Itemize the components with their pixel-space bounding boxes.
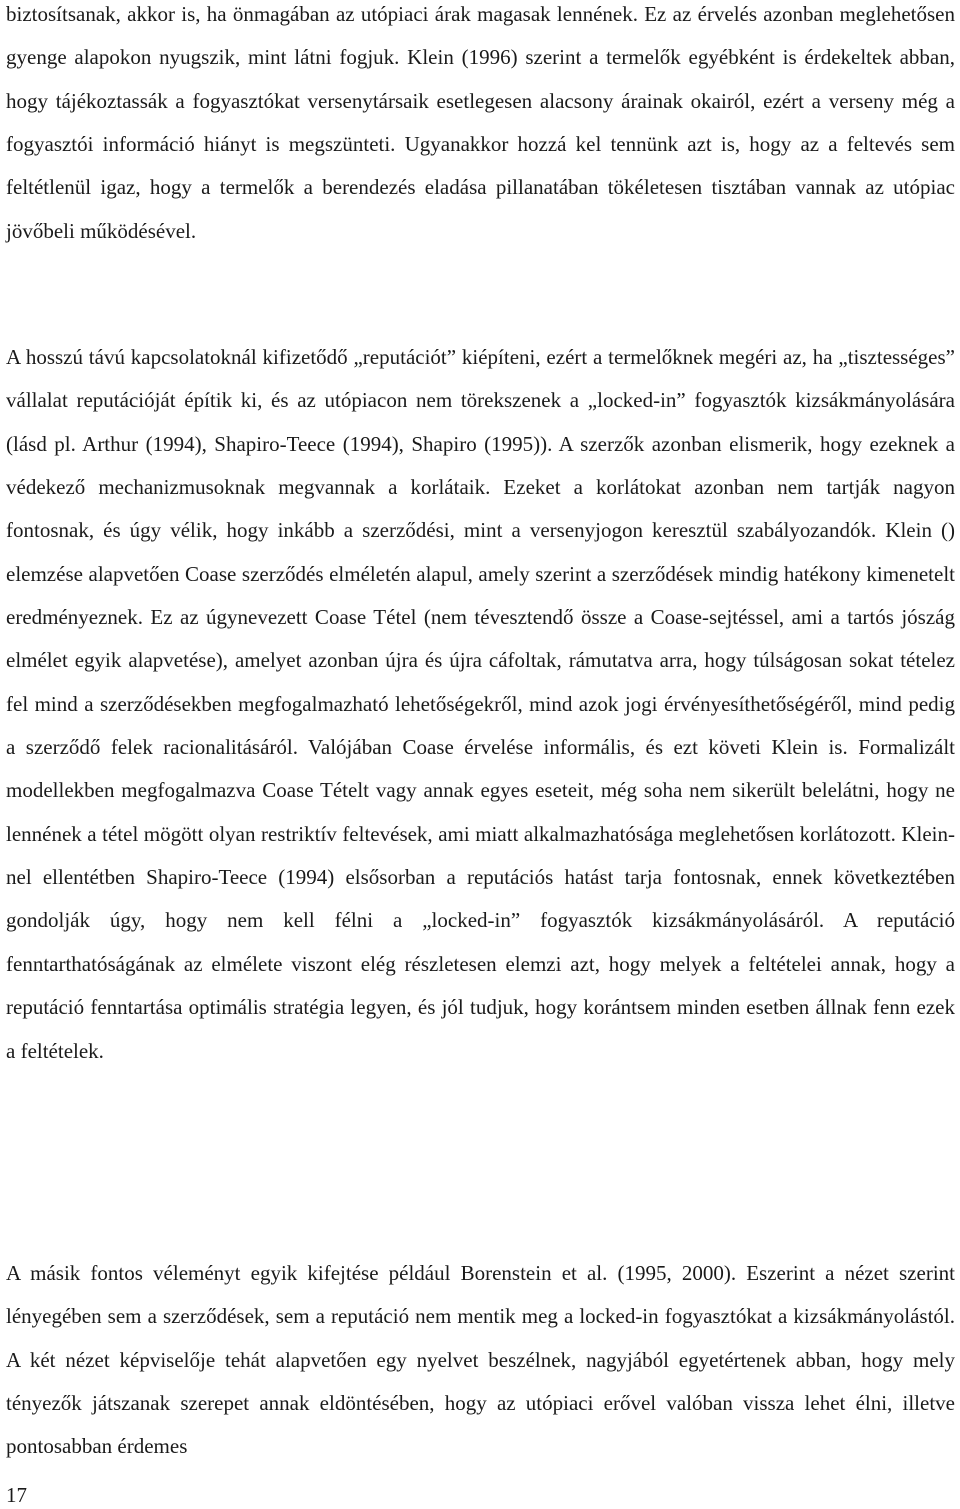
page-number: 17 [6, 1483, 27, 1507]
paragraph-2: A hosszú távú kapcsolatoknál kifizetődő „reputációt” kiépíteni, ezért a termelőknek megéri az, ha „tisztességes” vállalat reputációját építik ki, és az utópiacon nem törekszenek a „locked-in” fogyasztók kizsákmányolására (lásd pl. Arthur (1994), Shapiro-Teece (1994), Shapiro (1995)). A szerzők azonban elismerik, hogy ezeknek a védekező mechanizmusoknak megvannak a korlátaik. Ezeket a korlátokat azonban nem tartják nagyon fontosnak, és úgy vélik, hogy inkább a szerződési, mint a versenyjogon keresztül szabályozandók. Klein () elemzése alapvetően Coase szerződés elméletén alapul, amely szerint a szerződések mindig hatékony kimenetelt eredményeznek. Ez az úgynevezett Coase Tétel (nem tévesztendő össze a Coase-sejtéssel, ami a tartós jószág elmélet egyik alapvetése), amelyet azonban újra és újra cáfoltak, rámutatva arra, hogy túlságosan sokat tételez fel mind a szerződésekben megfogalmazható lehetőségekről, mind azok jogi érvényesíthetőségéről, mind pedig a szerződő felek racionalitásáról. Valójában Coase érvelése informális, és ezt követi Klein is. Formalizált modellekben megfogalmazva Coase Tételt vagy annak egyes eseteit, még soha nem sikerült belelátni, hogy ne lennének a tétel mögött olyan restriktív feltevések, ami miatt alkalmazhatósága meglehetősen korlátozott. Klein-nel ellentétben Shapiro-Teece (1994) elsősorban a reputációs hatást tarja fontosnak, ennek következtében gondolják úgy, hogy nem kell félni a „locked-in” fogyasztók kizsákmányolásáról. A reputáció fenntarthatóságának az elmélete viszont elég részletesen elemzi azt, hogy melyek a feltételei annak, hogy a reputáció fenntartása optimális stratégia legyen, és jól tudjuk, hogy korántsem minden esetben állnak fenn ezek a feltételek. [6, 345, 955, 1063]
paragraph-3: A másik fontos véleményt egyik kifejtése például Borenstein et al. (1995, 2000). Eszerint a nézet szerint lényegében sem a szerződések, sem a reputáció nem mentik meg a locked-in fogyasztókat a kizsákmányolástól. A két nézet képviselője tehát alapvetően egy nyelvet beszélnek, nagyjából egyetértenek abban, hogy mely tényezők játszanak szerepet annak eldöntésében, hogy az utópiaci erővel valóban vissza lehet élni, illetve pontosabban érdemes [6, 1261, 955, 1459]
paragraph-1: biztosítsanak, akkor is, ha önmagában az utópiaci árak magasak lennének. Ez az érvelés azonban meglehetősen gyenge alapokon nyugszik, mint látni fogjuk. Klein (1996) szerint a termelők egyébként is érdekeltek abban, hogy tájékoztassák a fogyasztókat versenytársaik esetlegesen alacsony árainak okairól, ezért a verseny még a fogyasztói információ hiányt is megszünteti. Ugyanakkor hozzá kel tennünk azt is, hogy az a feltevés sem feltétlenül igaz, hogy a termelők a berendezés eladása pillanatában tökéletesen tisztában vannak az utópiac jövőbeli működésével. [6, 2, 955, 243]
